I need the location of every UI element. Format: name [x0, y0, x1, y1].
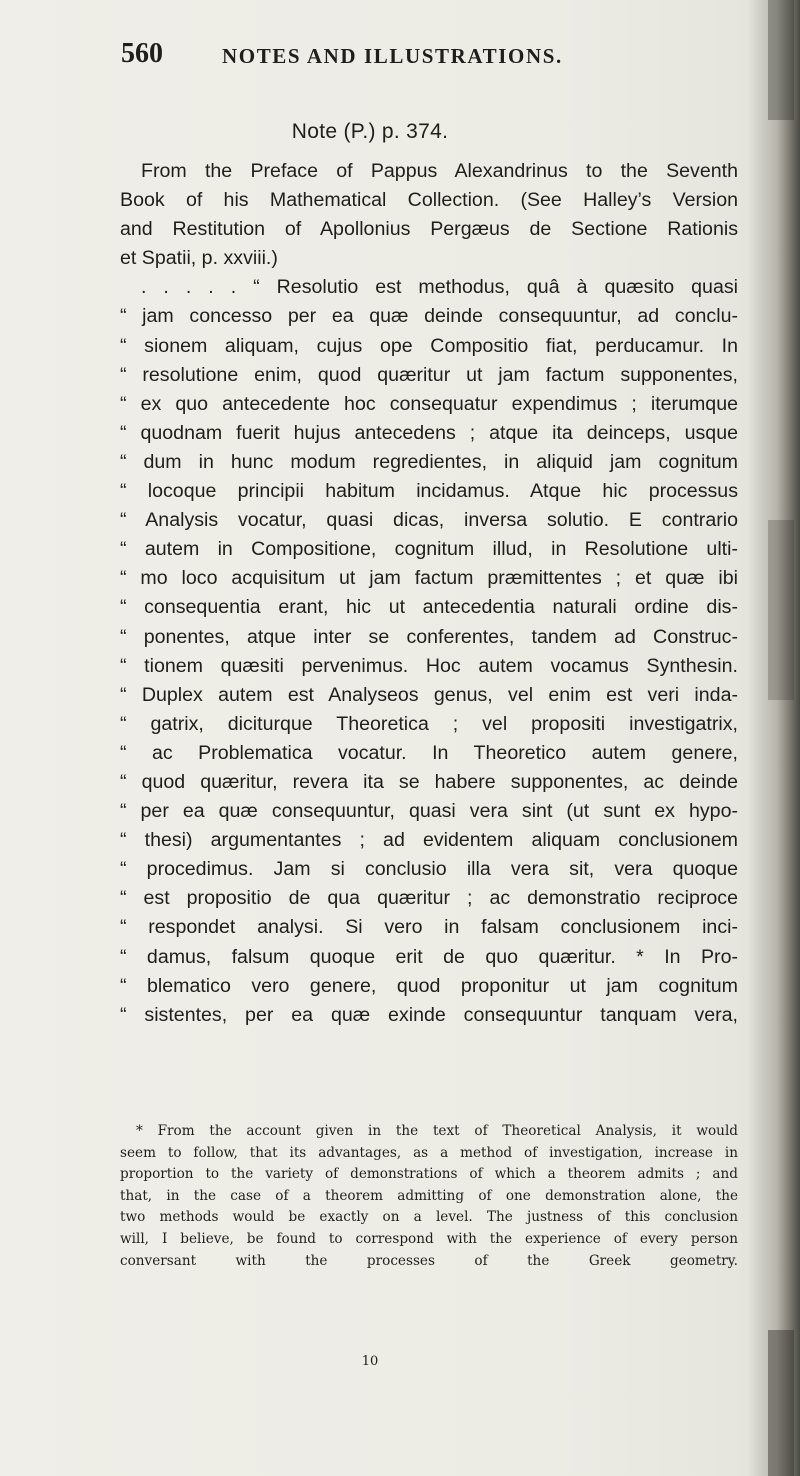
- text-line: “ Duplex autem est Analyseos genus, vel enim est veri inda-: [120, 683, 738, 706]
- footnote-line: will, I believe, be found to correspond with the experience of every person: [120, 1230, 738, 1247]
- text-line: “ blematico vero genere, quod proponitur ut jam cognitum: [120, 974, 738, 997]
- text-line: “ respondet analysi. Si vero in falsam conclusionem inci-: [120, 916, 738, 939]
- text-line: “ autem in Compositione, cognitum illud, in Resolutione ulti-: [120, 538, 738, 561]
- text-line: “ est propositio de qua quæritur ; ac demonstratio reciproce: [120, 887, 738, 910]
- text-line: “ damus, falsum quoque erit de quo quæritur. * In Pro-: [120, 945, 738, 968]
- text-line: “ ac Problematica vocatur. In Theoretico autem genere,: [120, 741, 738, 764]
- edge-strip: [768, 1330, 794, 1476]
- page-number: 560: [121, 38, 163, 69]
- text-line: “ gatrix, diciturque Theoretica ; vel propositi investigatrix,: [120, 712, 738, 735]
- footnote-line: seem to follow, that its advantages, as a method of investigation, increase in: [120, 1144, 738, 1161]
- footnote: [120, 1121, 738, 1272]
- text-line: “ Analysis vocatur, quasi dicas, inversa solutio. E contrario: [120, 509, 738, 532]
- text-line: “ quodnam fuerit hujus antecedens ; atque ita deinceps, usque: [120, 421, 738, 444]
- text-line: “ ponentes, atque inter se conferentes, tandem ad Construc-: [120, 625, 738, 648]
- page-edge-shadow: [748, 0, 800, 1476]
- edge-strip: [768, 0, 794, 120]
- body-text: [120, 157, 738, 1030]
- text-line: “ quod quæritur, revera ita se habere supponentes, ac deinde: [120, 770, 738, 793]
- latin-quotation: [120, 273, 738, 1029]
- text-line: “ jam concesso per ea quæ deinde consequuntur, ad conclu-: [120, 305, 738, 328]
- text-line: “ dum in hunc modum regredientes, in aliquid jam cognitum: [120, 450, 738, 473]
- text-line: Book of his Mathematical Collection. (See Halley’s Version: [120, 189, 738, 212]
- running-head: NOTES AND ILLUSTRATIONS.: [222, 44, 563, 68]
- text-line: “ thesi) argumentantes ; ad evidentem aliquam conclusionem: [120, 829, 738, 852]
- text-line: et Spatii, p. xxviii.): [120, 247, 278, 270]
- signature-mark: 10: [361, 1354, 379, 1369]
- footnote-line: two methods would be exactly on a level. The justness of this conclusion: [120, 1209, 738, 1226]
- text-line: “ procedimus. Jam si conclusio illa vera sit, vera quoque: [120, 858, 738, 881]
- intro-paragraph: [120, 157, 738, 273]
- page-header: [121, 38, 741, 78]
- text-line: “ per ea quæ consequuntur, quasi vera sint (ut sunt ex hypo-: [120, 800, 738, 823]
- footnote-line: * From the account given in the text of Theoretical Analysis, it would: [136, 1123, 738, 1139]
- footnote-line: that, in the case of a theorem admitting of one demonstration alone, the: [120, 1187, 738, 1204]
- text-line: . . . . . “ Resolutio est methodus, quâ à quæsito quasi: [141, 276, 738, 299]
- text-line: “ mo loco acquisitum ut jam factum præmittentes ; et quæ ibi: [120, 567, 738, 590]
- text-line: “ sistentes, per ea quæ exinde consequuntur tanquam vera,: [120, 1003, 738, 1026]
- text-line: “ locoque principii habitum incidamus. Atque hic processus: [120, 480, 738, 503]
- text-line: “ resolutione enim, quod quæritur ut jam factum supponentes,: [120, 363, 738, 386]
- footnote-line: proportion to the variety of demonstrations of which a theorem admits ; and: [120, 1166, 738, 1183]
- edge-strip: [768, 520, 794, 700]
- note-heading: Note (P.) p. 374.: [291, 120, 449, 143]
- footnote-line: conversant with the processes of the Greek geometry.: [120, 1252, 738, 1269]
- text-line: “ sionem aliquam, cujus ope Compositio fiat, perducamur. In: [120, 334, 738, 357]
- text-line: and Restitution of Apollonius Pergæus de Sectione Rationis: [120, 218, 738, 241]
- text-line: From the Preface of Pappus Alexandrinus to the Seventh: [141, 160, 738, 182]
- text-line: “ tionem quæsiti pervenimus. Hoc autem vocamus Synthesin.: [120, 654, 738, 677]
- text-line: “ ex quo antecedente hoc consequatur expendimus ; iterumque: [120, 392, 738, 415]
- text-line: “ consequentia erant, hic ut antecedentia naturali ordine dis-: [120, 596, 738, 619]
